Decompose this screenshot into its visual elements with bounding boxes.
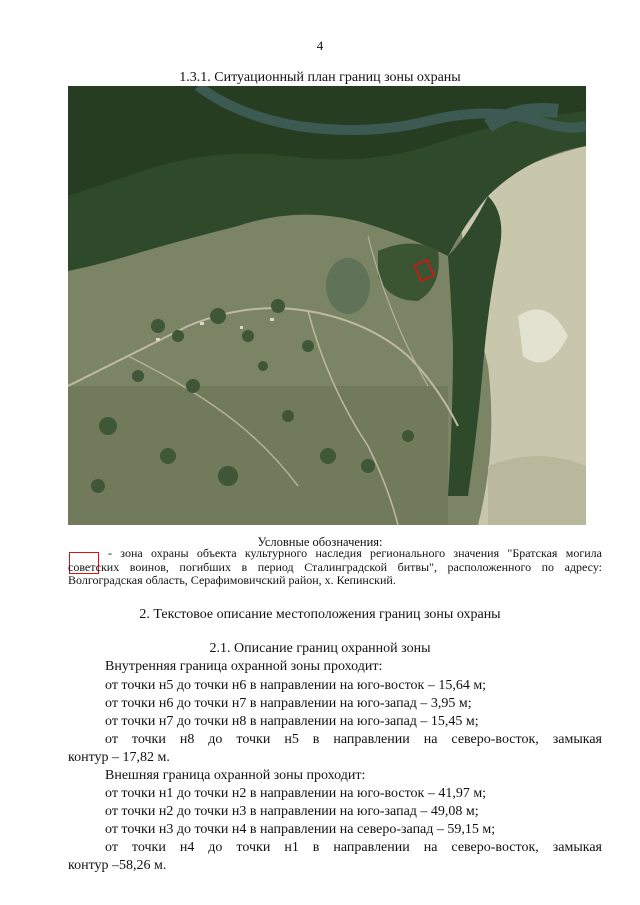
outer-line-3: от точки н3 до точки н4 в направлении на северо-запад – 59,15 м; — [105, 822, 496, 837]
page-number: 4 — [316, 38, 324, 53]
inner-line-2: от точки н6 до точки н7 в направлении на юго-запад – 3,95 м; — [105, 696, 472, 711]
legend-text: - зона охраны объекта культурного наследия регионального значения "Братская могила советских воинов, погибших в период Сталинградской битвы", расположенного по адресу: Волгоградская область, Серафимовичский район, х. Кепинский. — [68, 546, 602, 587]
inner-line-4b: контур – 17,82 м. — [68, 750, 170, 765]
outer-line-4a: от точки н4 до точки н1 в направлении на северо-восток, замыкая — [105, 840, 602, 855]
satellite-map — [68, 86, 586, 525]
heading-2-1: 2.1. Описание границ охранной зоны — [209, 641, 431, 656]
section-title: 1.3.1. Ситуационный план границ зоны охраны — [179, 70, 461, 85]
legend-title: Условные обозначения: — [257, 535, 383, 549]
inner-line-3: от точки н7 до точки н8 в направлении на юго-запад – 15,45 м; — [105, 714, 479, 729]
inner-line-4a: от точки н8 до точки н5 в направлении на северо-восток, замыкая — [105, 732, 602, 747]
outer-line-1: от точки н1 до точки н2 в направлении на юго-восток – 41,97 м; — [105, 786, 487, 801]
inner-intro: Внутренняя граница охранной зоны проходит: — [105, 659, 383, 674]
heading-2: 2. Текстовое описание местоположения границ зоны охраны — [139, 607, 501, 622]
inner-line-1: от точки н5 до точки н6 в направлении на юго-восток – 15,64 м; — [105, 678, 487, 693]
outer-line-2: от точки н2 до точки н3 в направлении на юго-запад – 49,08 м; — [105, 804, 479, 819]
outer-line-4b: контур –58,26 м. — [68, 858, 167, 873]
outer-intro: Внешняя граница охранной зоны проходит: — [105, 768, 366, 783]
